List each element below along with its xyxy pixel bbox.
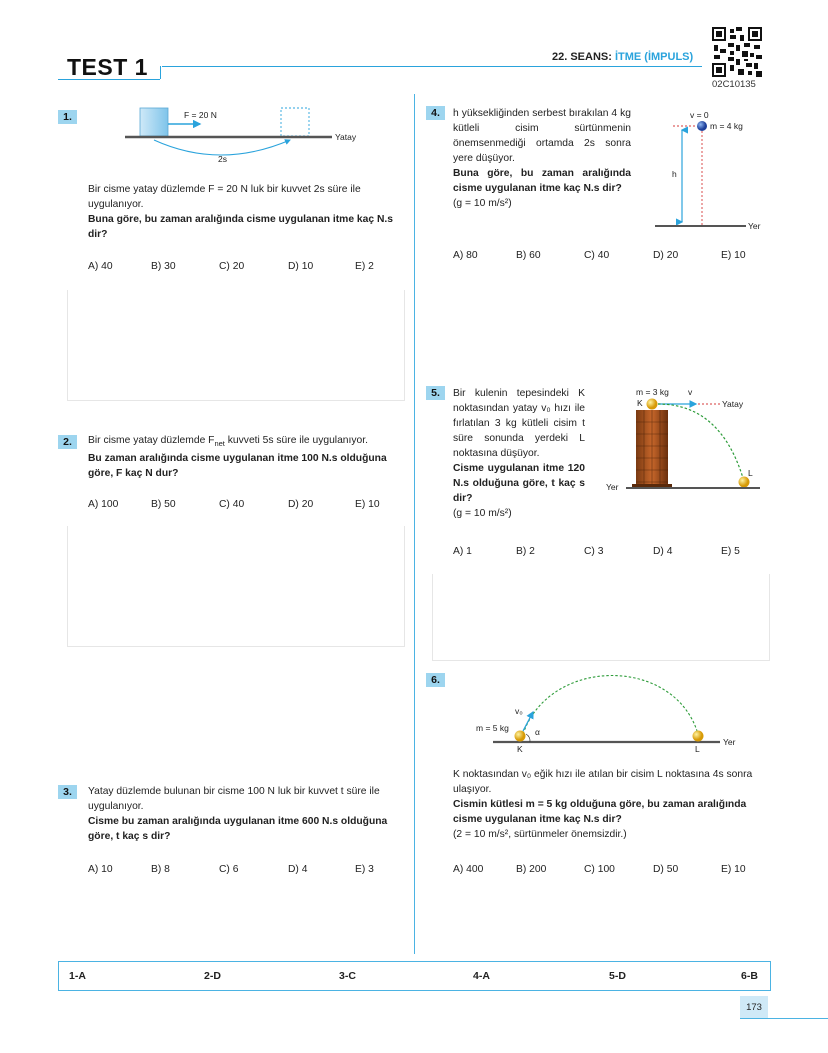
- q5-figure: [600, 382, 770, 497]
- q4-given: (g = 10 m/s²): [453, 198, 512, 209]
- answer-6: 6-B: [741, 970, 758, 982]
- test-title: TEST 1: [67, 54, 148, 80]
- q5-k-label: K: [637, 398, 643, 408]
- q6-option-d[interactable]: D) 50: [653, 864, 679, 875]
- q2-text: [88, 433, 400, 481]
- q2-option-c[interactable]: C) 40: [219, 499, 245, 510]
- q6-v-label: v₀: [515, 706, 523, 716]
- session-title: [552, 51, 693, 63]
- q4-option-a[interactable]: A) 80: [453, 250, 478, 261]
- q6-alpha-label: α: [535, 727, 540, 737]
- q3-number: 3.: [58, 785, 77, 799]
- q2-option-e[interactable]: E) 10: [355, 499, 380, 510]
- q2-statement-a: Bir cisme yatay düzlemde F: [88, 435, 215, 446]
- q4-statement: h yüksekliğinden serbest bırakılan 4 kg kütleli cisim sürtünmenin önemsenmediği ortamda 2s sonra yere düşüyor.: [453, 108, 631, 164]
- q5-option-c[interactable]: C) 3: [584, 546, 604, 557]
- header-rule-join: [160, 66, 161, 79]
- q3-option-e[interactable]: E) 3: [355, 864, 374, 875]
- q6-given: (2 = 10 m/s², sürtünmeler önemsizdir.): [453, 829, 627, 840]
- header-rule: [162, 66, 702, 67]
- q4-option-d[interactable]: D) 20: [653, 250, 679, 261]
- q5-number: 5.: [426, 386, 445, 400]
- answer-2: 2-D: [204, 970, 221, 982]
- q1-time-arc: [154, 140, 290, 155]
- q4-ground-label: Yer: [748, 221, 761, 231]
- q5-l-label: L: [748, 468, 753, 478]
- q3-question: Cisme bu zaman aralığında uygulanan itme 600 N.s olduğuna göre, t kaç s dir?: [88, 816, 388, 842]
- q6-mass-label: m = 5 kg: [476, 723, 509, 733]
- q4-height-label: h: [672, 169, 677, 179]
- answer-1: 1-A: [69, 970, 86, 982]
- q1-surface-label: Yatay: [335, 132, 357, 142]
- q6-option-e[interactable]: E) 10: [721, 864, 746, 875]
- q1-block-final: [281, 108, 309, 136]
- q1-time-label: 2s: [218, 154, 227, 164]
- session-topic: İTME (İMPULS): [614, 51, 694, 63]
- q6-angle-arc: [526, 734, 530, 742]
- q6-question: Cismin kütlesi m = 5 kg olduğuna göre, bu zaman aralığında cisme uygulanan itme kaç N.s dir?: [453, 799, 747, 825]
- q6-statement: K noktasından v₀ eğik hızı ile atılan bir cisim L noktasına 4s sonra ulaşıyor.: [453, 769, 753, 795]
- qr-code-label: 02C10135: [712, 79, 756, 90]
- answer-5: 5-D: [609, 970, 626, 982]
- q4-mass-label: m = 4 kg: [710, 121, 743, 131]
- q6-ball-k: [515, 731, 526, 742]
- q5-work-area[interactable]: [432, 574, 770, 661]
- q4-number: 4.: [426, 106, 445, 120]
- q5-option-d[interactable]: D) 4: [653, 546, 673, 557]
- q2-statement-sub: net: [214, 439, 225, 449]
- q6-l-label: L: [695, 744, 700, 754]
- q4-v-label: v = 0: [690, 110, 709, 120]
- q4-text: [453, 106, 631, 211]
- session-prefix: 22. SEANS:: [552, 51, 615, 63]
- q6-text: [453, 767, 766, 842]
- q4-option-c[interactable]: C) 40: [584, 250, 610, 261]
- q3-option-b[interactable]: B) 8: [151, 864, 170, 875]
- q1-block: [140, 108, 168, 136]
- q6-figure: [470, 668, 770, 758]
- q5-option-a[interactable]: A) 1: [453, 546, 472, 557]
- q4-ball: [697, 121, 707, 131]
- q2-work-area[interactable]: [67, 526, 405, 647]
- q5-mass-label: m = 3 kg: [636, 387, 669, 397]
- q1-option-d[interactable]: D) 10: [288, 261, 314, 272]
- q3-option-d[interactable]: D) 4: [288, 864, 308, 875]
- q1-statement: Bir cisme yatay düzlemde F = 20 N luk bir kuvvet 2s süre ile uygulanıyor.: [88, 184, 361, 210]
- q4-figure: [640, 104, 770, 234]
- q6-trajectory: [523, 676, 698, 735]
- q6-k-label: K: [517, 744, 523, 754]
- q6-option-a[interactable]: A) 400: [453, 864, 484, 875]
- q2-statement-b: kuvveti 5s süre ile uygulanıyor.: [224, 435, 368, 446]
- q3-text: [88, 784, 400, 844]
- q4-question: Buna göre, bu zaman aralığında cisme uygulanan itme kaç N.s dir?: [453, 168, 631, 194]
- q5-ground-label: Yer: [606, 482, 619, 492]
- q2-option-a[interactable]: A) 100: [88, 499, 119, 510]
- q1-figure: [120, 100, 370, 170]
- q5-surface-label: Yatay: [722, 399, 744, 409]
- q1-option-a[interactable]: A) 40: [88, 261, 113, 272]
- q3-statement: Yatay düzlemde bulunan bir cisme 100 N luk bir kuvvet t süre ile uygulanıyor.: [88, 786, 380, 812]
- q6-number: 6.: [426, 673, 445, 687]
- q1-force-label: F = 20 N: [184, 110, 217, 120]
- q5-statement: Bir kulenin tepesindeki K noktasından yatay v₀ hızı ile fırlatılan 3 kg kütleli cisim t süre sonunda yerdeki L noktasına düşüyor.: [453, 388, 585, 459]
- q1-option-c[interactable]: C) 20: [219, 261, 245, 272]
- answer-key: [58, 961, 771, 991]
- header-rule-left: [58, 79, 160, 80]
- answer-3: 3-C: [339, 970, 356, 982]
- q2-number: 2.: [58, 435, 77, 449]
- q5-trajectory: [658, 404, 743, 478]
- q5-ball-k: [647, 399, 658, 410]
- q6-ball-l: [693, 731, 704, 742]
- page-number: 173: [740, 996, 768, 1018]
- q1-text: [88, 182, 400, 242]
- answer-4: 4-A: [473, 970, 490, 982]
- q3-option-a[interactable]: A) 10: [88, 864, 113, 875]
- q1-option-b[interactable]: B) 30: [151, 261, 176, 272]
- q5-option-e[interactable]: E) 5: [721, 546, 740, 557]
- q6-ground-label: Yer: [723, 737, 736, 747]
- q2-option-d[interactable]: D) 20: [288, 499, 314, 510]
- column-divider: [414, 94, 415, 954]
- q6-option-c[interactable]: C) 100: [584, 864, 615, 875]
- q4-option-e[interactable]: E) 10: [721, 250, 746, 261]
- q6-option-b[interactable]: B) 200: [516, 864, 547, 875]
- q1-question: Buna göre, bu zaman aralığında cisme uygulanan itme kaç N.s dir?: [88, 214, 393, 240]
- q3-option-c[interactable]: C) 6: [219, 864, 239, 875]
- q4-option-b[interactable]: B) 60: [516, 250, 541, 261]
- q5-option-b[interactable]: B) 2: [516, 546, 535, 557]
- q2-statement: [88, 433, 400, 451]
- q6-velocity-arrow: [523, 712, 533, 731]
- q1-option-e[interactable]: E) 2: [355, 261, 374, 272]
- q5-v-label: v: [688, 387, 693, 397]
- page-number-rule: [740, 1018, 828, 1019]
- q1-work-area[interactable]: [67, 290, 405, 401]
- q2-question: Bu zaman aralığında cisme uygulanan itme 100 N.s olduğuna göre, F kaç N dur?: [88, 453, 387, 480]
- q5-given: (g = 10 m/s²): [453, 508, 512, 519]
- qr-code-icon[interactable]: [712, 27, 762, 77]
- q5-ball-l: [739, 477, 750, 488]
- q5-text: [453, 386, 585, 521]
- q1-number: 1.: [58, 110, 77, 124]
- q2-option-b[interactable]: B) 50: [151, 499, 176, 510]
- q5-question: Cisme uygulanan itme 120 N.s olduğuna göre, t kaç s dir?: [453, 463, 585, 504]
